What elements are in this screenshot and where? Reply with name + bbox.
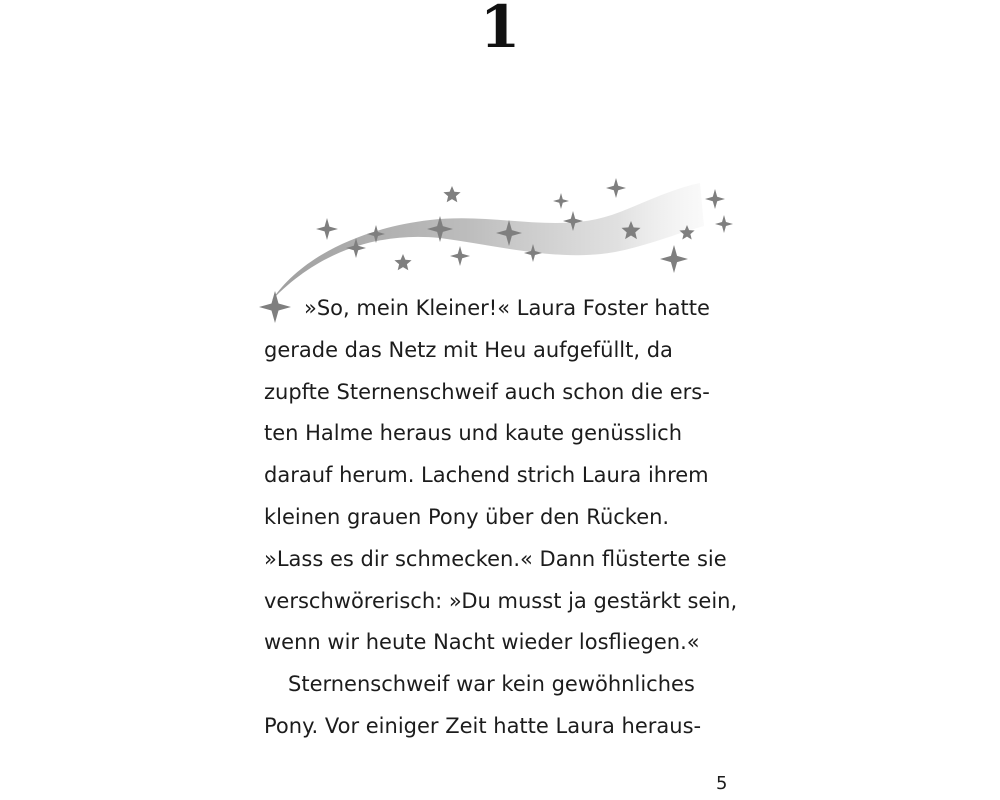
body-text xyxy=(264,288,744,748)
text-line: zupfte Sternenschweif auch schon die ers- xyxy=(264,379,710,404)
sparkle-star-icon xyxy=(316,218,338,240)
swoosh-trail xyxy=(272,183,704,300)
page-number: 5 xyxy=(716,773,728,794)
text-line: darauf herum. Lachend strich Laura ihrem xyxy=(264,463,709,488)
sparkle-star-icon xyxy=(715,215,733,233)
sparkle-star-icon xyxy=(394,254,411,270)
chapter-number: 1 xyxy=(479,0,521,61)
text-line: »Lass es dir schmecken.« Dann flüsterte sie xyxy=(264,546,727,571)
sparkle-star-icon xyxy=(606,178,626,198)
text-line: gerade das Netz mit Heu aufgefüllt, da xyxy=(264,337,673,362)
sparkle-star-icon xyxy=(443,186,460,202)
sparkle-star-icon xyxy=(450,246,470,266)
sparkle-star-icon xyxy=(553,193,569,209)
sparkle-star-icon xyxy=(660,245,688,273)
text-line: wenn wir heute Nacht wieder losfliegen.« xyxy=(264,630,700,655)
text-line: kleinen grauen Pony über den Rücken. xyxy=(264,504,670,529)
sparkle-star-icon xyxy=(705,189,725,209)
text-line: Pony. Vor einiger Zeit hatte Laura heraus- xyxy=(264,713,702,738)
text-line: »So, mein Kleiner!« Laura Foster hatte xyxy=(304,296,710,320)
text-line: verschwörerisch: »Du musst ja gestärkt sein, xyxy=(264,588,738,613)
text-line: ten Halme heraus und kaute genüsslich xyxy=(264,421,683,446)
text-line: Sternenschweif war kein gewöhnliches xyxy=(288,672,695,697)
